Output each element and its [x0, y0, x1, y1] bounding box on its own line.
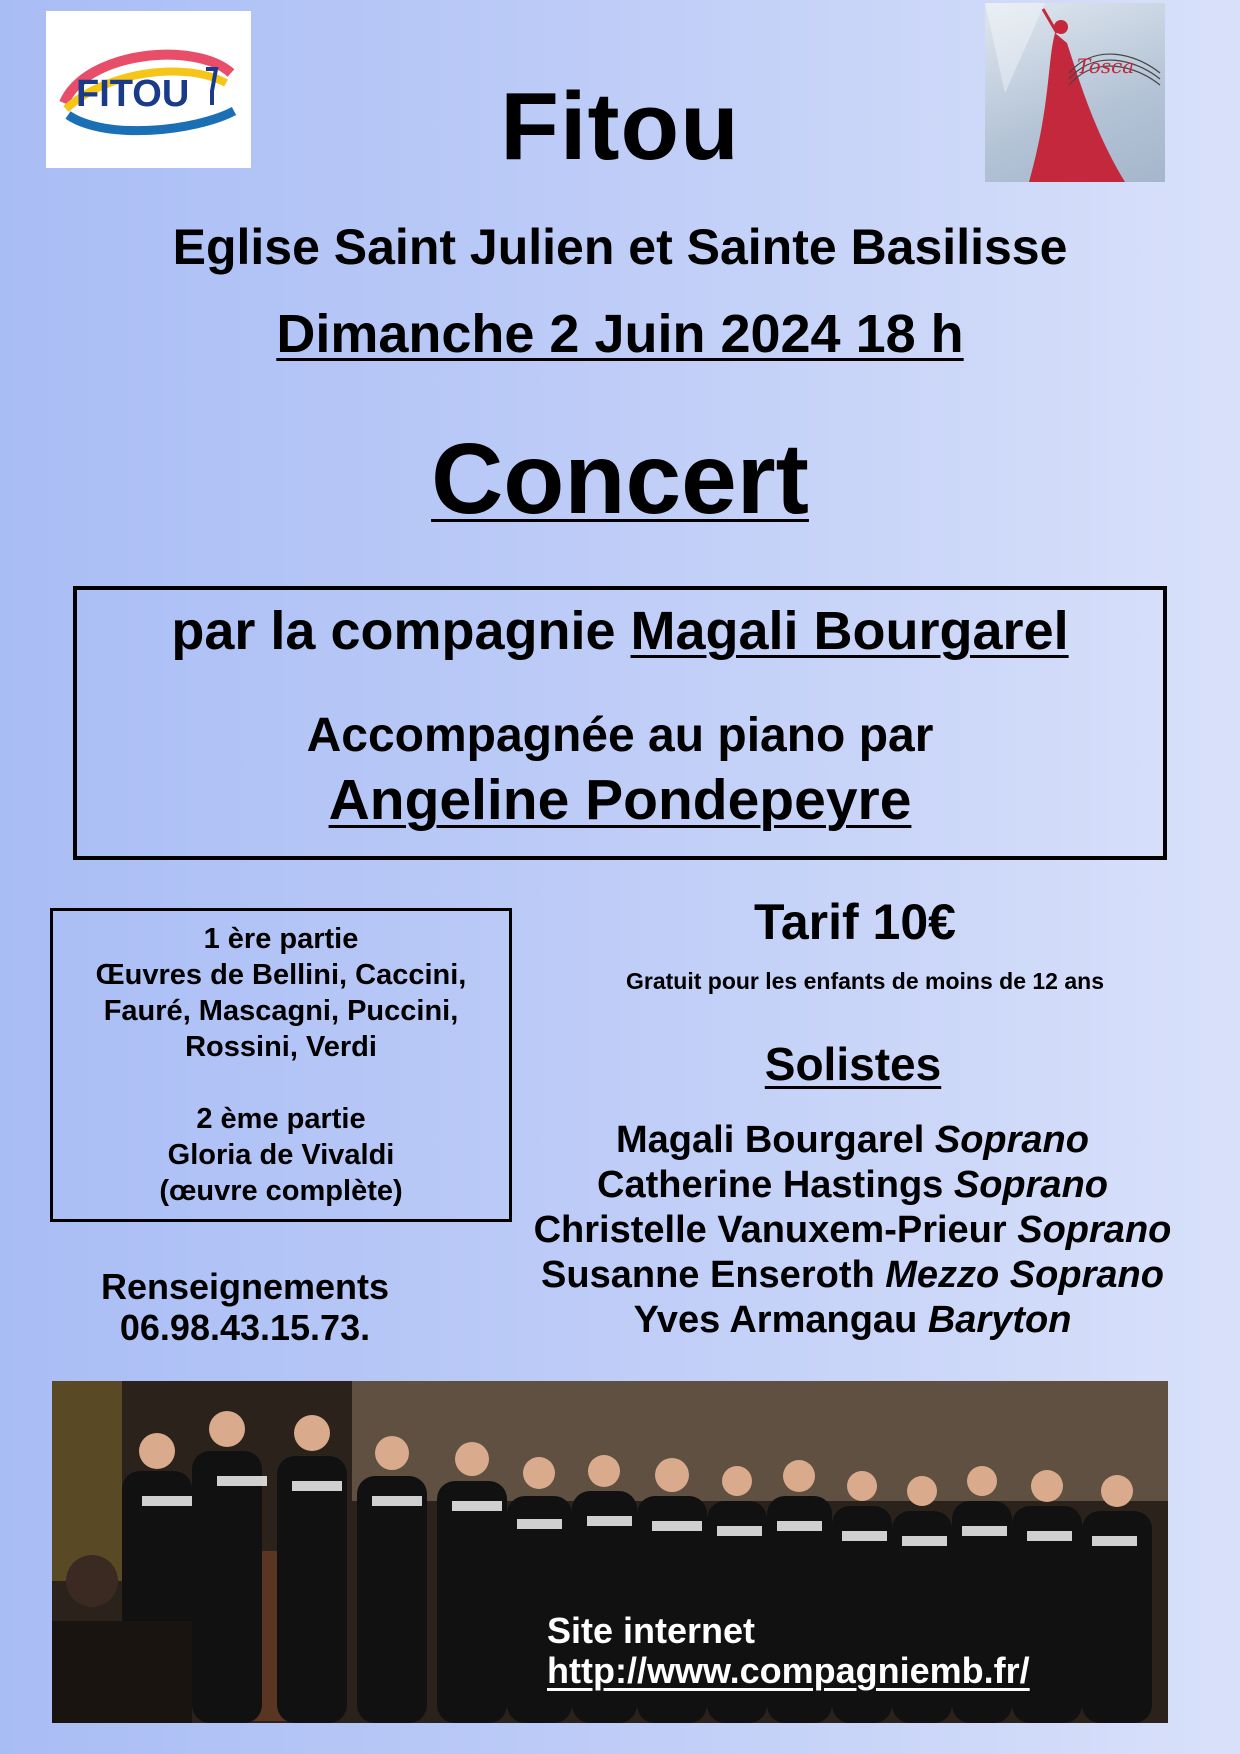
part2-title: 2 ème partie — [196, 1103, 366, 1135]
soloist-voice: Soprano — [953, 1164, 1108, 1206]
part1-title: 1 ère partie — [203, 923, 359, 955]
logo-text: FITOU — [76, 73, 190, 115]
soloist-row — [480, 1163, 1225, 1208]
soloist-row — [480, 1253, 1225, 1298]
venue: Eglise Saint Julien et Sainte Basilisse — [172, 219, 1068, 275]
website-label: Site internet — [547, 1610, 756, 1651]
program-box — [50, 908, 512, 1222]
company-box — [73, 586, 1167, 860]
soloist-name: Catherine Hastings — [597, 1164, 954, 1206]
soloists-list — [480, 1118, 1225, 1343]
soloist-name: Christelle Vanuxem-Prieur — [533, 1209, 1018, 1251]
soloist-name: Yves Armangau — [633, 1299, 928, 1341]
concert-heading-text: Concert — [431, 423, 809, 535]
event-date-text: Dimanche 2 Juin 2024 18 h — [276, 304, 964, 364]
info-label: Renseignements — [100, 1266, 390, 1307]
part1-line: Rossini, Verdi — [185, 1031, 377, 1063]
website-block — [547, 1611, 1030, 1691]
pianist — [77, 767, 1163, 833]
company-prefix: par la compagnie — [171, 601, 631, 661]
pianist-name: Angeline Pondepeyre — [328, 768, 912, 832]
soloist-voice: Baryton — [927, 1299, 1072, 1341]
soloist-row — [480, 1298, 1225, 1343]
concert-heading — [0, 422, 1240, 537]
piano-line: Accompagnée au piano par — [306, 709, 934, 762]
page-title: Fitou — [500, 73, 740, 180]
company-line — [77, 600, 1163, 662]
tarif-note: Gratuit pour les enfants de moins de 12 ans — [625, 968, 1104, 994]
soloist-row — [480, 1208, 1225, 1253]
part2-line: Gloria de Vivaldi — [167, 1139, 395, 1171]
soloists-title-text: Solistes — [764, 1038, 942, 1090]
soloist-voice: Soprano — [1017, 1209, 1172, 1251]
part1-line: Œuvres de Bellini, Caccini, — [95, 959, 467, 991]
company-name: Magali Bourgarel — [630, 601, 1069, 661]
soloist-voice: Mezzo Soprano — [885, 1254, 1164, 1296]
part1-line: Fauré, Mascagni, Puccini, — [103, 995, 459, 1027]
info-phone: 06.98.43.15.73. — [119, 1307, 371, 1348]
soloists-title — [653, 1037, 1053, 1091]
soloist-name: Magali Bourgarel — [616, 1119, 935, 1161]
soloist-name: Susanne Enseroth — [541, 1254, 886, 1296]
soloist-voice: Soprano — [934, 1119, 1089, 1161]
info-block — [75, 1266, 415, 1348]
logo-text: Tosca — [1077, 54, 1135, 78]
website-link[interactable]: http://www.compagniemb.fr/ — [547, 1650, 1030, 1691]
event-date — [0, 303, 1240, 365]
part2-line: (œuvre complète) — [159, 1175, 403, 1207]
soloist-row — [480, 1118, 1225, 1163]
tarif: Tarif 10€ — [754, 894, 956, 950]
